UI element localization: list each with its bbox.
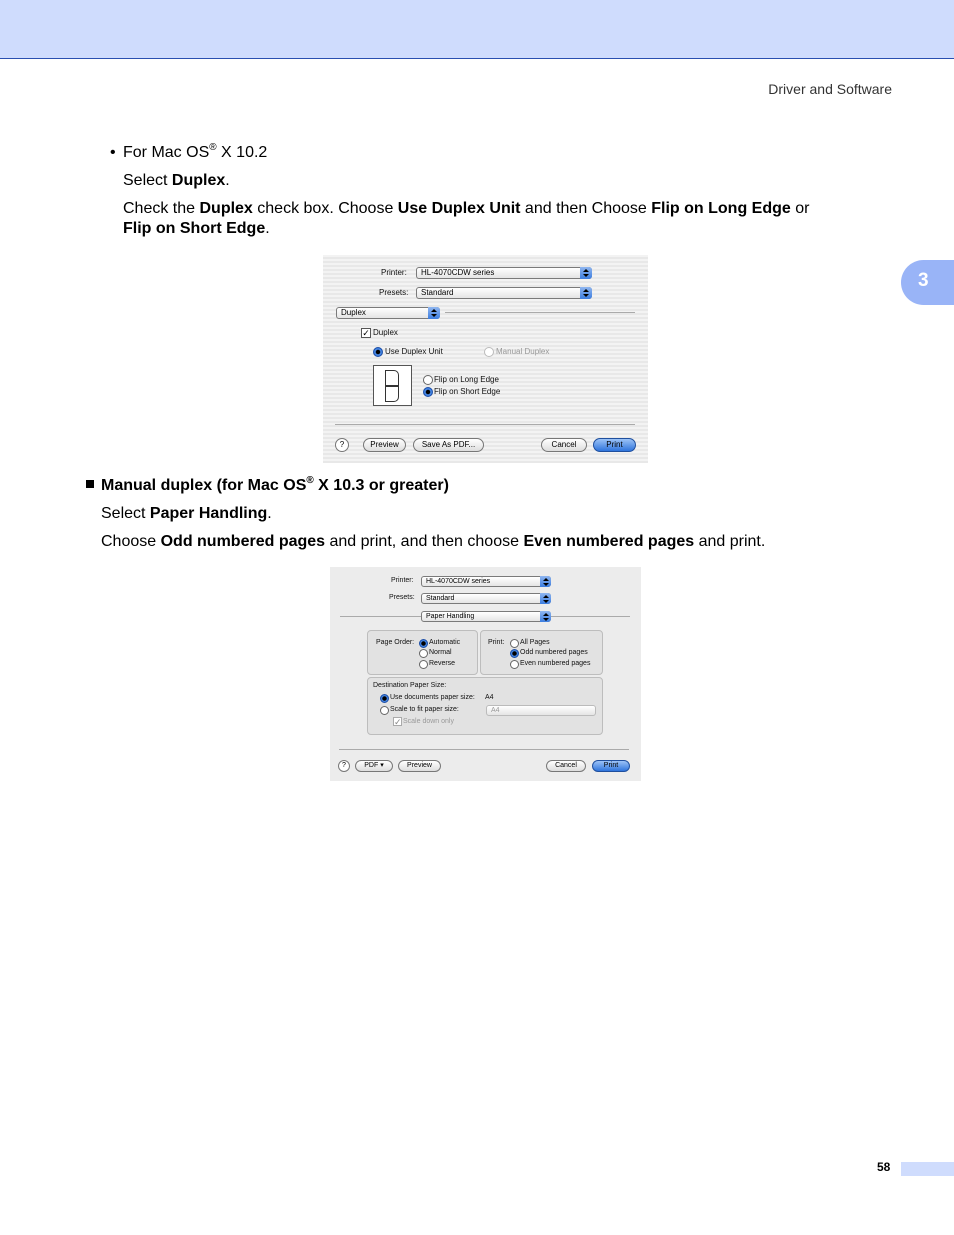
normal-radio[interactable] [419,649,428,658]
scale-to-fit-label: Scale to fit paper size: [390,706,459,713]
registered-mark: ® [209,141,217,153]
printer-value: HL-4070CDW series [421,268,495,277]
manual-duplex-radio[interactable] [484,347,494,357]
automatic-label: Automatic [429,639,461,646]
scale-down-label: Scale down only [403,718,454,725]
use-duplex-unit-radio[interactable] [373,347,383,357]
reverse-radio[interactable] [419,660,428,669]
text: . [225,172,230,189]
text: and print. [694,533,766,550]
footer-band [901,1162,954,1176]
presets-label: Presets: [389,594,415,601]
flip-long-edge-label: Flip on Long Edge [434,375,499,384]
popup-arrows-icon [540,593,551,604]
registered-mark: ® [306,474,314,486]
s2-heading [101,476,449,496]
page-order-label: Page Order: [376,639,415,646]
automatic-radio[interactable] [419,639,428,648]
s2-heading-text: Manual duplex (for Mac OS [101,477,307,494]
popup-arrows-icon [540,611,551,622]
text: Choose [101,533,161,550]
panel-popup[interactable] [336,307,440,319]
presets-value: Standard [426,595,455,602]
duplex-checkbox-label: Duplex [373,328,398,337]
duplex-page-icon [373,365,412,406]
printer-popup[interactable] [421,576,551,587]
square-bullet-icon [86,480,94,488]
popup-arrows-icon [540,576,551,587]
presets-value: Standard [421,288,454,297]
presets-popup[interactable] [416,287,592,299]
help-button[interactable]: ? [335,438,349,452]
popup-arrows-icon [580,287,592,299]
s2-heading-version: X 10.3 or greater) [313,477,449,494]
bold-term: Flip on Long Edge [651,200,791,217]
bold-term: Flip on Short Edge [123,220,266,237]
save-as-pdf-button[interactable]: Save As PDF... [413,438,484,452]
help-button[interactable]: ? [338,760,350,772]
presets-label: Presets: [379,288,409,297]
printer-label: Printer: [381,268,407,277]
bold-term: Duplex [199,200,253,217]
s1-heading-version: X 10.2 [216,144,268,161]
text: or [790,200,810,217]
text: and then Choose [520,200,652,217]
s1-heading-text: For Mac OS [123,144,210,161]
use-docs-size-value: A4 [485,694,494,701]
page-number: 58 [877,1160,891,1174]
scale-down-checkbox[interactable]: ✓ [394,717,402,727]
reverse-label: Reverse [429,660,456,667]
use-docs-size-radio[interactable] [380,694,389,703]
chapter-tab [901,260,954,305]
scale-to-fit-radio[interactable] [380,706,389,715]
duplex-print-dialog [323,255,648,463]
cancel-button[interactable]: Cancel [546,760,586,772]
odd-pages-label: Odd numbered pages [520,649,588,656]
even-pages-radio[interactable] [510,660,519,669]
s2-step1 [101,504,272,524]
even-pages-label: Even numbered pages [520,660,591,667]
preview-button[interactable]: Preview [363,438,406,452]
cancel-button[interactable]: Cancel [541,438,587,452]
presets-popup[interactable] [421,593,551,604]
print-label: Print: [488,639,505,646]
scale-size-popup[interactable] [486,705,596,716]
printer-popup[interactable] [416,267,592,279]
duplex-checkbox[interactable]: ✓ [362,328,370,338]
bullet: • [110,144,116,161]
normal-label: Normal [429,649,452,656]
flip-short-edge-radio[interactable] [423,387,433,397]
bold-term: Odd numbered pages [160,533,326,550]
bold-term: Duplex [171,172,226,189]
panel-value: Paper Handling [426,613,475,620]
all-pages-radio[interactable] [510,639,519,648]
panel-value: Duplex [341,308,366,317]
s2-step2 [101,532,765,552]
pdf-menu-button[interactable]: PDF ▾ [355,760,393,772]
paper-handling-print-dialog [330,567,641,781]
divider [445,312,635,313]
use-duplex-unit-label: Use Duplex Unit [385,347,443,356]
panel-popup[interactable] [421,611,551,622]
text: Select [123,172,172,189]
text: Select [101,505,150,522]
header-band [0,0,954,59]
print-button[interactable]: Print [593,438,636,452]
text: . [267,505,272,522]
divider [335,424,635,425]
divider [339,749,629,750]
text: . [265,220,270,237]
s1-heading [123,143,267,163]
all-pages-label: All Pages [520,639,550,646]
page-top-shape [385,370,399,386]
flip-long-edge-radio[interactable] [423,375,433,385]
s1-step1 [123,171,230,191]
destination-size-label: Destination Paper Size: [373,682,447,689]
popup-arrows-icon [580,267,592,279]
use-docs-size-label: Use documents paper size: [390,694,475,701]
text: Check the [123,200,200,217]
printer-value: HL-4070CDW series [426,578,491,585]
print-button[interactable]: Print [592,760,630,772]
bold-term: Paper Handling [149,505,268,522]
text: check box. Choose [252,200,398,217]
manual-duplex-label: Manual Duplex [496,347,550,356]
section-title: Driver and Software [768,81,892,97]
text: and print, and then choose [325,533,524,550]
bold-term: Even numbered pages [523,533,695,550]
scale-size-value: A4 [491,707,500,714]
flip-short-edge-label: Flip on Short Edge [434,387,501,396]
s1-step2 [123,199,883,239]
chapter-number: 3 [918,270,929,291]
preview-button[interactable]: Preview [398,760,441,772]
bold-term: Use Duplex Unit [397,200,521,217]
page-bottom-shape [385,386,399,402]
popup-arrows-icon [428,307,440,319]
printer-label: Printer: [391,577,414,584]
odd-pages-radio[interactable] [510,649,519,658]
